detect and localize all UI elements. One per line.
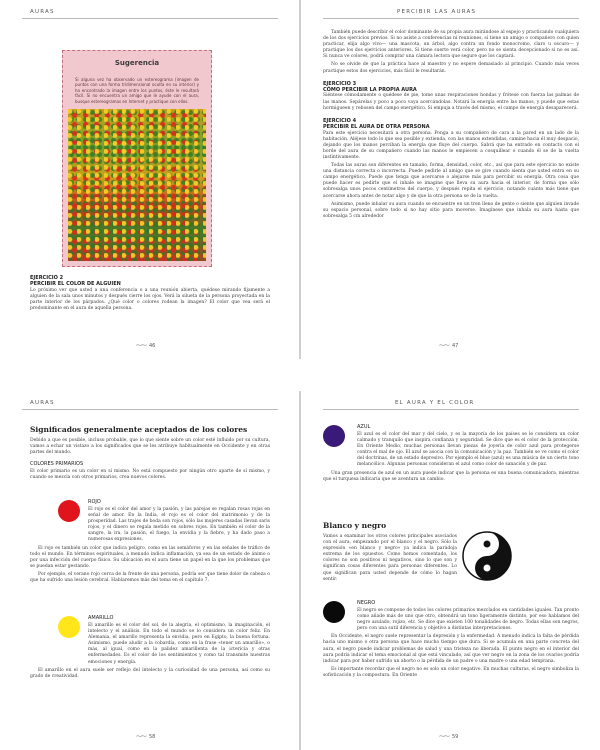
paragraph: El color primario es un color en sí mismo. No está compuesto por ningún otro aparte de sí mismo, y cuando se mezcla con otros primarios, crea nuevos colores. [30, 469, 270, 481]
folio-ornament-icon: ⁓⁓ [136, 342, 146, 349]
bottom-spread [0, 391, 600, 750]
exercise-title: PERCIBIR EL COLOR DE ALGUIEN [30, 281, 121, 288]
paragraph: Por ejemplo, el verano rojo cerca de la frente de una persona, podría ser que tiene dolor de cabeza o que ha sufrido una lesión cerebral. Hablaremos más del tema en el capítulo 7. [30, 571, 270, 584]
page-number: 58 [149, 733, 156, 740]
page-46 [0, 0, 299, 359]
folio [439, 733, 458, 740]
exercise-title: CÓMO PERCIBIR LA PROPIA AURA [323, 87, 417, 94]
page-number: 59 [452, 733, 459, 740]
exercise-number: EJERCICIO 3 [323, 80, 357, 87]
exercise-title: PERCIBIR EL AURA DE OTRA PERSONA [323, 124, 430, 131]
paragraph: Asimismo, puede inhalar su aura cuando se encuentre en un tren lleno de gente o siente que alguien invade su espacio personal, sobre todo si no hay sitio para moverse. Imagínese que inhala su aura hasta que sobresalga 5 cm alrededor [323, 201, 579, 219]
color-name: AZUL [357, 424, 371, 430]
exercise-number: EJERCICIO 4 [323, 117, 357, 124]
page-59 [301, 391, 600, 750]
running-head: PERCIBIR LAS AURAS [397, 9, 477, 15]
header-rule [323, 409, 579, 410]
header-rule [323, 18, 579, 19]
color-name: ROJO [88, 499, 101, 505]
paragraph: Lo próximo ver que usted a una conferencia o a una reunión abierta, quédese mirando fijamente a alguien de la sala unos minutos y después cierre los ojos. Verá la silueta de la persona proyectada en la parte interior de los párpados. ¿Qué color o colores rodean la imagen? El color que vea será el predominante en el aura de aquella persona. [30, 287, 270, 312]
folio [439, 342, 458, 349]
sugerencia-box [62, 50, 212, 267]
folio [136, 342, 155, 349]
folio [136, 733, 155, 740]
intro-text [323, 30, 579, 75]
color-name: NEGRO [357, 600, 376, 606]
page-58 [0, 391, 299, 750]
stereogram-image [68, 109, 206, 261]
page-47 [301, 0, 600, 359]
paragraph: También puede describir el color dominante de su propia aura mirándose al espejo y practicando cualquiera de los dos ejercicios previos. Si no asiste a conferencias ni reuniones, sí tiene un amigo o compañero con quien practicar, elija algo vivo— una mascota, un árbol, algo contra un fondo monocromo, claro u oscuro— y practique los dos ejercicios anteriores. Si tiene suerte verá color, pero no se sienta decepcionado si no es así. Si nunca ve colores, podrá comprar una cámara lectora que segure que los captará. [323, 30, 579, 60]
yin-yang-icon [462, 531, 512, 581]
paragraph: Para este ejercicio necesitará a otra persona. Ponga a su compañero de cara a la pared en un lado de la habitación. Aléjese todo lo que sea posible y extienda, con las manos extendidas, camine hacia él muy despacio, dejando que los manos perciban la energía que fluye del cuerpo. Sabrá que ha entrado en contacto con el borde del aura de su compañero cuando las manos le empiecen a cosquillear o cuando él se de la vuelta instintivamente. [323, 130, 579, 160]
subheading: COLORES PRIMARIOS [30, 461, 84, 468]
paragraph: En Occidente, el negro suele representar la depresión y la enfermedad. A menudo indica la falta de pérdida hacia uno mismo o otra persona que hace mucho tiempo que dura. Si se acumula en una parte concreta del aura, el negro puede indicar problemas de salud y una tristeza no liberada. El punto negro en el interior del aura podría indicar el tema emocional al que está vinculado, así que ver negro en la zona de los ovarios podría indicar para por haber sufrido un aborto o la pérdida de un padre o una madre o una edad temprana. [323, 634, 579, 664]
paragraph: El rojo es también un color que indica peligro, como en las semáforos y en las señales de tráfico de todo el mundo. En términos espirituales, a menudo indica inflamación, ya sea de un estado de ánimo o por una infección del cuerpo físico. Su ubicación en el aura tiene un papel en la que los problemas que se puedan estar gestando. [30, 545, 270, 569]
paragraph: El rojo es el color del amor y la pasión, y las parejas se regalan rosas rojas en señal de amor. En la India, el rojo es el color del matrimonio y de la prosperidad. Las trajes de boda son rojos, sólo las mujeres casadas llevan saris rojos, y el dinero se regala metido en sobres rojos. En también el color de la sangre, la ira, la pasión, el fuego, la envidia y la fiebre, y ha dado paso a numerosas expresiones. [88, 507, 270, 543]
folio-ornament-icon: ⁓⁓ [439, 342, 449, 349]
paragraph: El azul es el color del mar y del cielo, y es la mayoría de los países se le considera un color calmado y tranquilo que inspira confianza y seguridad. Se dice que es el color de la protección. En Oriente Medio, muchas personas llevan piezas de joyería de color azul para protegerse contra el mal de ojo. El azul se asocia con la comunicación y la paz. También se ve como el color del doctrinas, de un estado depresivo. Por ejemplo el blue (azul) es una música de un cierto tono melancólico. Algunas personas consideran el azul como color de sanación y de paz. [357, 432, 579, 468]
running-head: EL AURA Y EL COLOR [395, 400, 475, 406]
paragraph: Vamos a examinar los otros colores principales asociados con el aura, empezando por el blanco y el negro. Sólo la expresión «en blanco y negro» ya indica la paradoja extrema de los opuestos. Como hemos comentado, los colores no son positivos ni negativos, sino lo que son y significan cosas diferentes para personas diferentes. Lo que significan para usted depende de cómo lo hagan sentir. [323, 534, 457, 582]
paragraph: No se olvide de que la práctica hace al maestro y no espere demasiado al principio. Cuando más veces practique estos dos ejercicios, más fácil le resultarán. [323, 62, 579, 74]
paragraph: Todas las auras son diferentes en tamaño, forma, densidad, color, etc., así que para este ejercicio no existe una distancia correcta o incorrecta. Puede pedirle al amigo que se gire cuando sienta que usted entra en su campo energético. Puede que tenga que acercarse o alejarse más para percibir su energía. Otra cosa que puede hacer es pedirle que el inhale se imagine que lleva su aura hacia el interior, de forma que sólo sobresalga unos pocos centímetros del cuerpo, y después repita el ejercicio, notando cuánto más tiene que acercarse ahora antes de notar algo y de que la otra persona se de la vuelta. [323, 163, 579, 199]
paragraph: El amarillo en el aura suele ser reflejo del intelecto y la curiosidad de una persona, así como su grado de creatividad. [30, 667, 270, 679]
folio-ornament-icon: ⁓⁓ [439, 733, 449, 740]
running-head: AURAS [30, 9, 55, 15]
sugerencia-text: Si alguna vez ha observado un estereograma (imagen de puntos con una forma tridimensional oculta en su interior) y ha encontrado la imagen entre los puntos, éste le resultará fácil. Si no encuentra un amigo que le ayude con el aura, busque estereogramas en Internet y practique con ellos. [75, 77, 199, 104]
running-head: AURAS [30, 400, 55, 406]
color-name: AMARILLO [88, 615, 114, 621]
folio-ornament-icon: ⁓⁓ [136, 733, 146, 740]
header-rule [22, 409, 278, 410]
page-number: 47 [452, 342, 459, 349]
paragraph: Es importante recordar que el negro no es solo un color negativo. En muchas culturas, el negro simboliza la sofisticación y la compostura. En Oriente [323, 666, 579, 678]
paragraph: Debido a que es posible, incluso probable, que lo que siente sobre un color esté influido por su cultura, vamos a echar un vistazo a los significados que se les atribuye habitualmente en Occidente y en otras partes del mundo. [30, 438, 270, 456]
exercise-number: EJERCICIO 2 [30, 275, 64, 281]
spread-gap [0, 359, 600, 391]
header-rule [22, 18, 278, 19]
paragraph: Una gran presencia de azul en un aura puede indicar que la persona es una buena comunicadora, mientras que el turquesa indicaría que se aventura un cambio. [323, 470, 579, 482]
paragraph: El amarillo es el color del sol, de la alegría, el optimismo, la imaginación, el intelecto y el análisis. En todo el mundo se lo considera un color feliz. En Alemania, el amarillo representa la envidia, pero en Egipto, la buena fortuna. Asimismo, puede aludir a la cobardía, como en la frase «tener un amarillo», o más, al igual, como en la palidez amarillenta de la ictericia y otras enfermedades. Es el color de los sentimientos y como tal transmite nuestras emociones y energía. [88, 623, 270, 665]
top-spread [0, 0, 600, 359]
section-heading: Blanco y negro [323, 521, 387, 530]
paragraph: Siéntese cómodamente o quédese de pie, tome unas respiraciones hondas y frótese con fuerza las palmas de las manos. Sepárelas y poco a poco vaya acercándolas. Notará la energía entre las manos, y puede que estas hormigueen y rebosen del campo energético. Si empuja a través del mismo, el campo de energía desaparecerá. [323, 93, 579, 111]
sugerencia-title: Sugerencia [114, 59, 160, 67]
page-number: 46 [149, 342, 156, 349]
exercise-2 [30, 275, 270, 314]
section-heading: Significados generalmente aceptados de los colores [30, 425, 248, 434]
paragraph: El negro se compone de todos los colores primarios mezclados en cantidades iguales. Tan pronto como añade más de uno que otro, obtendrá un tono ligeramente distinto, por eso hablamos del negro azulado, rojizo, etc. Se dice que existen 100 tonalidades de negro. Todas ellas son negros, pero con una sutil diferencia y objetivo a distintas interpretaciones. [357, 608, 579, 632]
